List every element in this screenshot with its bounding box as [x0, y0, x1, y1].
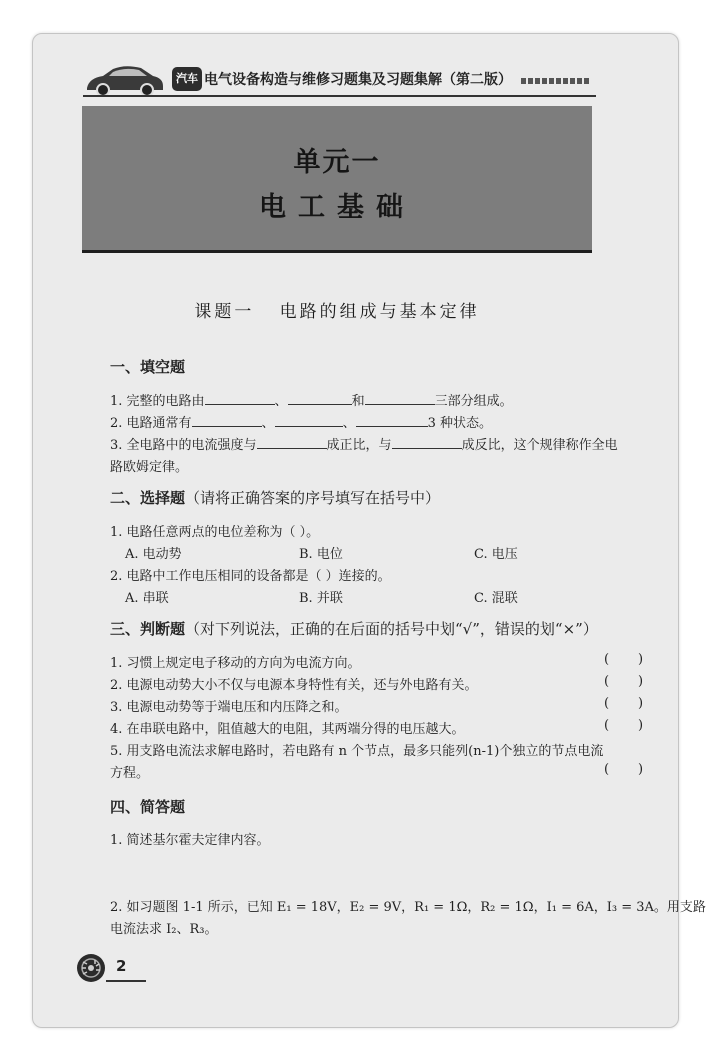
- judge-answer-1: ( ): [604, 652, 644, 667]
- judge-item-5-cont: 方程。: [110, 766, 150, 781]
- choice-question-2: 2. 电路中工作电压相同的设备都是（ ）连接的。: [110, 569, 391, 584]
- choice-2-option-b: B. 并联: [299, 591, 343, 606]
- tire-icon: [75, 952, 107, 984]
- fill-question-1: 1. 完整的电路由 、 和 三部分组成。: [110, 394, 513, 409]
- header-dots: [521, 78, 591, 84]
- short-question-1: 1. 简述基尔霍夫定律内容。: [110, 833, 270, 848]
- choice-1-option-b: B. 电位: [299, 547, 343, 562]
- fill-question-2: 2. 电路通常有 、 、 3 种状态。: [110, 416, 492, 431]
- choice-1-option-c: C. 电压: [474, 547, 518, 562]
- header-rule: [83, 95, 596, 97]
- section-heading-fill: 一、填空题: [110, 358, 186, 376]
- judge-item-4: 4. 在串联电路中，阻值越大的电阻，其两端分得的电压越大。: [110, 722, 465, 737]
- short-question-2-cont: 电流法求 I₂、R₃。: [110, 922, 218, 937]
- judge-item-3: 3. 电源电动势等于端电压和内压降之和。: [110, 700, 348, 715]
- page-number: 2: [116, 957, 127, 975]
- unit-title: 单元一: [293, 147, 381, 178]
- judge-item-2: 2. 电源电动势大小不仅与电源本身特性有关，还与外电路有关。: [110, 678, 478, 693]
- section-heading-choice: 二、选择题（请将正确答案的序号填写在括号中）: [110, 489, 441, 507]
- short-question-2: 2. 如习题图 1-1 所示，已知 E₁ = 18V，E₂ = 9V，R₁ = 1Ω，R₂ = 1Ω，I₁ = 6A，I₃ = 3A。用支路: [110, 900, 706, 915]
- section-heading-short: 四、简答题: [110, 798, 186, 816]
- judge-answer-2: ( ): [604, 674, 644, 689]
- judge-answer-3: ( ): [604, 696, 644, 711]
- choice-question-1: 1. 电路任意两点的电位差称为（ ）。: [110, 525, 320, 540]
- unit-subtitle: 电工基础: [259, 192, 415, 223]
- lesson-title: 课题一 电路的组成与基本定律: [194, 302, 480, 322]
- judge-item-1: 1. 习惯上规定电子移动的方向为电流方向。: [110, 656, 361, 671]
- choice-1-option-a: A. 电动势: [125, 547, 182, 562]
- judge-answer-4: ( ): [604, 718, 644, 733]
- page-number-rule: [106, 980, 146, 982]
- choice-2-option-c: C. 混联: [474, 591, 518, 606]
- header-brand: 汽车: [172, 67, 202, 91]
- choice-2-option-a: A. 串联: [125, 591, 169, 606]
- car-icon: [83, 60, 167, 100]
- unit-banner: [82, 106, 592, 253]
- fill-question-3-cont: 路欧姆定律。: [110, 460, 189, 475]
- fill-question-3: 3. 全电路中的电流强度与 成正比，与 成反比，这个规律称作全电: [110, 438, 618, 453]
- judge-answer-5: ( ): [604, 762, 644, 777]
- header-title: 电气设备构造与维修习题集及习题集解（第二版）: [204, 72, 512, 88]
- judge-item-5: 5. 用支路电流法求解电路时，若电路有 n 个节点，最多只能列(n-1)个独立的节点电流: [110, 744, 604, 759]
- section-heading-judge: 三、判断题（对下列说法，正确的在后面的括号中划“√”，错误的划“×”）: [110, 620, 598, 638]
